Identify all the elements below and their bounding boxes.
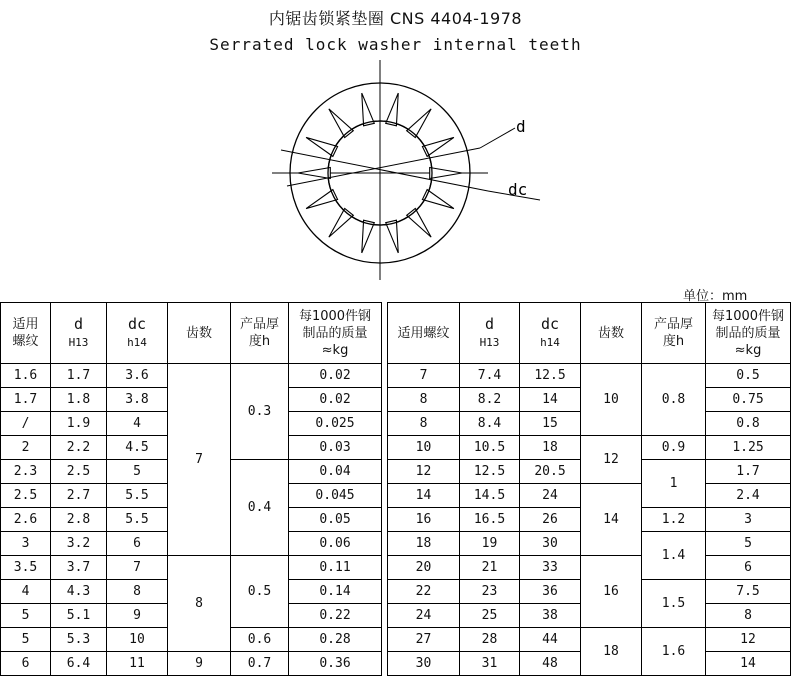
cell-dc: 44 [520,628,581,652]
title-english: Serrated lock washer internal teeth [209,35,582,54]
cell-mass: 0.5 [706,364,791,388]
header-teeth: 齿数 [168,303,231,364]
cell-thread: 14 [388,484,460,508]
cell-teeth: 7 [168,364,231,556]
cell-mass: 3 [706,508,791,532]
cell-teeth: 10 [581,364,642,436]
header-d: d H13 [460,303,520,364]
header-thickness: 产品厚 度h [642,303,706,364]
cell-thickness: 0.8 [642,364,706,436]
cell-thread: 24 [388,604,460,628]
cell-thickness: 1.5 [642,580,706,628]
cell-mass: 0.025 [289,412,382,436]
header-dc: dc h14 [520,303,581,364]
tooth [422,137,453,156]
cell-thickness: 0.4 [231,460,289,556]
cell-dc: 48 [520,652,581,676]
title-chinese: 内锯齿锁紧垫圈 CNS 4404-1978 [268,9,523,28]
cell-dc: 5.5 [107,484,168,508]
cell-thread: 2.6 [1,508,51,532]
cell-dc: 3.6 [107,364,168,388]
cell-thread: / [1,412,51,436]
cell-d: 19 [460,532,520,556]
cell-d: 1.8 [51,388,107,412]
cell-thread: 1.7 [1,388,51,412]
cell-thread: 20 [388,556,460,580]
cell-dc: 12.5 [520,364,581,388]
cell-thread: 30 [388,652,460,676]
cell-thickness: 0.3 [231,364,289,460]
tooth [407,109,431,138]
cell-thread: 8 [388,412,460,436]
cell-d: 1.7 [51,364,107,388]
cell-dc: 26 [520,508,581,532]
cell-thickness: 0.9 [642,436,706,460]
cell-thickness: 1.2 [642,508,706,532]
cell-d: 6.4 [51,652,107,676]
cell-d: 1.9 [51,412,107,436]
table-row [388,436,791,460]
cell-mass: 0.22 [289,604,382,628]
cell-mass: 1.7 [706,460,791,484]
cell-teeth: 16 [581,556,642,628]
cell-mass: 12 [706,628,791,652]
table-row [388,628,791,652]
label-d: d [516,117,526,136]
cell-thread: 8 [388,388,460,412]
cell-dc: 15 [520,412,581,436]
cell-d: 28 [460,628,520,652]
cell-d: 8.2 [460,388,520,412]
cell-thickness: 0.5 [231,556,289,628]
cell-thread: 3 [1,532,51,556]
cell-d: 23 [460,580,520,604]
tooth [362,220,375,253]
cell-teeth: 14 [581,484,642,556]
tooth [386,220,399,253]
cell-d: 2.5 [51,460,107,484]
leader-d [287,148,480,186]
table-row [1,364,382,388]
cell-dc: 5 [107,460,168,484]
header-thread: 适用 螺纹 [1,303,51,364]
cell-mass: 0.04 [289,460,382,484]
tooth [422,190,453,209]
cell-thread: 5 [1,628,51,652]
cell-d: 21 [460,556,520,580]
cell-d: 14.5 [460,484,520,508]
cell-d: 31 [460,652,520,676]
cell-dc: 24 [520,484,581,508]
cell-teeth: 9 [168,652,231,676]
cell-mass: 0.03 [289,436,382,460]
cell-thread: 7 [388,364,460,388]
cell-thread: 2.3 [1,460,51,484]
cell-thread: 27 [388,628,460,652]
header-mass: 每1000件钢 制品的质量 ≈kg [289,303,382,364]
cell-mass: 1.25 [706,436,791,460]
washer-drawing [270,58,570,283]
cell-d: 16.5 [460,508,520,532]
cell-dc: 33 [520,556,581,580]
cell-mass: 8 [706,604,791,628]
cell-mass: 0.8 [706,412,791,436]
header-teeth: 齿数 [581,303,642,364]
cell-mass: 14 [706,652,791,676]
table-row [1,652,382,676]
cell-thread: 16 [388,508,460,532]
cell-dc: 6 [107,532,168,556]
cell-dc: 9 [107,604,168,628]
cell-dc: 11 [107,652,168,676]
cell-thread: 1.6 [1,364,51,388]
header-d: d H13 [51,303,107,364]
cell-dc: 30 [520,532,581,556]
cell-d: 4.3 [51,580,107,604]
cell-thread: 12 [388,460,460,484]
table-right [387,302,791,676]
cell-dc: 38 [520,604,581,628]
cell-mass: 0.05 [289,508,382,532]
tooth [407,208,431,237]
cell-d: 3.2 [51,532,107,556]
tooth [430,168,462,179]
cell-mass: 0.045 [289,484,382,508]
label-dc: dc [508,180,528,199]
cell-d: 3.7 [51,556,107,580]
table-header-row [1,303,382,364]
table-row [388,364,791,388]
cell-d: 5.3 [51,628,107,652]
cell-dc: 4 [107,412,168,436]
cell-thread: 6 [1,652,51,676]
cell-d: 8.4 [460,412,520,436]
cell-teeth: 12 [581,436,642,484]
cell-dc: 5.5 [107,508,168,532]
cell-thread: 4 [1,580,51,604]
cell-mass: 0.02 [289,388,382,412]
cell-thickness: 1.4 [642,532,706,580]
table-row [388,556,791,580]
leader-d-tail [480,128,515,148]
cell-d: 2.8 [51,508,107,532]
table-header-row [388,303,791,364]
cell-thread: 5 [1,604,51,628]
cell-mass: 6 [706,556,791,580]
cell-d: 25 [460,604,520,628]
cell-thickness: 1 [642,460,706,508]
cell-mass: 7.5 [706,580,791,604]
cell-dc: 18 [520,436,581,460]
cell-dc: 14 [520,388,581,412]
table-left [0,302,382,676]
cell-dc: 7 [107,556,168,580]
cell-thread: 22 [388,580,460,604]
header-mass: 每1000件钢 制品的质量 ≈kg [706,303,791,364]
cell-thread: 18 [388,532,460,556]
cell-mass: 0.28 [289,628,382,652]
unit-label: 单位：mm [683,289,748,304]
cell-dc: 10 [107,628,168,652]
tooth [306,190,337,209]
tooth [298,168,330,179]
cell-d: 5.1 [51,604,107,628]
cell-dc: 36 [520,580,581,604]
cell-mass: 5 [706,532,791,556]
table-row [388,484,791,508]
tooth [362,93,375,126]
cell-thread: 10 [388,436,460,460]
cell-thickness: 0.7 [231,652,289,676]
cell-mass: 0.36 [289,652,382,676]
cell-teeth: 18 [581,628,642,676]
cell-d: 10.5 [460,436,520,460]
cell-dc: 3.8 [107,388,168,412]
cell-dc: 20.5 [520,460,581,484]
tooth [329,109,353,138]
cell-thread: 2.5 [1,484,51,508]
cell-mass: 0.02 [289,364,382,388]
cell-thickness: 0.6 [231,628,289,652]
cell-thread: 3.5 [1,556,51,580]
cell-thickness: 1.6 [642,628,706,676]
cell-d: 12.5 [460,460,520,484]
header-thickness: 产品厚 度h [231,303,289,364]
cell-dc: 8 [107,580,168,604]
cell-dc: 4.5 [107,436,168,460]
cell-mass: 0.11 [289,556,382,580]
tooth [306,137,337,156]
cell-teeth: 8 [168,556,231,652]
tooth [386,93,399,126]
cell-mass: 2.4 [706,484,791,508]
cell-d: 2.7 [51,484,107,508]
cell-thread: 2 [1,436,51,460]
cell-mass: 0.06 [289,532,382,556]
header-thread: 适用螺纹 [388,303,460,364]
cell-mass: 0.75 [706,388,791,412]
cell-mass: 0.14 [289,580,382,604]
header-dc: dc h14 [107,303,168,364]
table-row [1,556,382,580]
tooth [329,208,353,237]
cell-d: 7.4 [460,364,520,388]
cell-d: 2.2 [51,436,107,460]
